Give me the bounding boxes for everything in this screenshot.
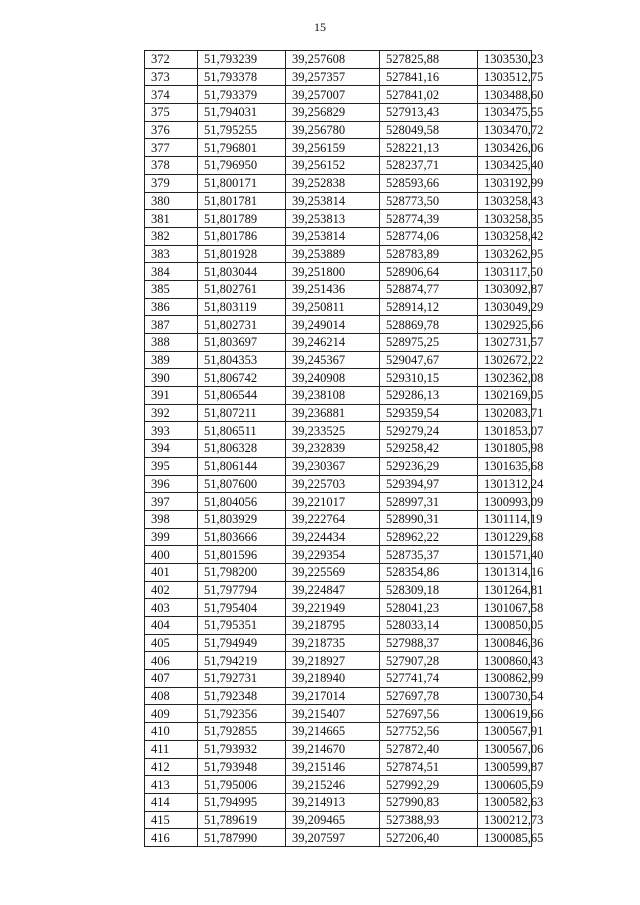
table-row	[145, 705, 532, 723]
y-coordinate-cell: 1300567,91	[478, 723, 532, 741]
longitude-cell: 39,225703	[286, 475, 380, 493]
x-coordinate-cell: 529047,67	[380, 351, 478, 369]
y-coordinate-cell: 1303425,40	[478, 157, 532, 175]
point-number-cell: 388	[145, 334, 198, 352]
table-row	[145, 440, 532, 458]
longitude-cell: 39,215146	[286, 758, 380, 776]
latitude-cell: 51,798200	[198, 563, 286, 581]
y-coordinate-cell: 1300730,54	[478, 687, 532, 705]
longitude-cell: 39,256780	[286, 121, 380, 139]
x-coordinate-cell: 528049,58	[380, 121, 478, 139]
x-coordinate-cell: 528990,31	[380, 510, 478, 528]
point-number-cell: 392	[145, 404, 198, 422]
point-number-cell: 378	[145, 157, 198, 175]
y-coordinate-cell: 1302362,08	[478, 369, 532, 387]
y-coordinate-cell: 1302083,71	[478, 404, 532, 422]
point-number-cell: 379	[145, 174, 198, 192]
longitude-cell: 39,233525	[286, 422, 380, 440]
point-number-cell: 412	[145, 758, 198, 776]
point-number-cell: 416	[145, 829, 198, 847]
longitude-cell: 39,249014	[286, 316, 380, 334]
longitude-cell: 39,209465	[286, 811, 380, 829]
longitude-cell: 39,253814	[286, 192, 380, 210]
y-coordinate-cell: 1303258,35	[478, 210, 532, 228]
longitude-cell: 39,229354	[286, 546, 380, 564]
table-row	[145, 192, 532, 210]
x-coordinate-cell: 528874,77	[380, 280, 478, 298]
longitude-cell: 39,214665	[286, 723, 380, 741]
point-number-cell: 405	[145, 634, 198, 652]
x-coordinate-cell: 527913,43	[380, 104, 478, 122]
y-coordinate-cell: 1302169,05	[478, 387, 532, 405]
latitude-cell: 51,792348	[198, 687, 286, 705]
x-coordinate-cell: 527206,40	[380, 829, 478, 847]
latitude-cell: 51,806742	[198, 369, 286, 387]
longitude-cell: 39,245367	[286, 351, 380, 369]
table-row	[145, 404, 532, 422]
y-coordinate-cell: 1301635,68	[478, 457, 532, 475]
latitude-cell: 51,806544	[198, 387, 286, 405]
latitude-cell: 51,806511	[198, 422, 286, 440]
point-number-cell: 399	[145, 528, 198, 546]
x-coordinate-cell: 528774,06	[380, 227, 478, 245]
latitude-cell: 51,792731	[198, 670, 286, 688]
x-coordinate-cell: 529258,42	[380, 440, 478, 458]
point-number-cell: 396	[145, 475, 198, 493]
y-coordinate-cell: 1302731,57	[478, 334, 532, 352]
x-coordinate-cell: 527907,28	[380, 652, 478, 670]
table-row	[145, 121, 532, 139]
point-number-cell: 389	[145, 351, 198, 369]
table-row	[145, 387, 532, 405]
longitude-cell: 39,218940	[286, 670, 380, 688]
table-row	[145, 68, 532, 86]
y-coordinate-cell: 1303049,29	[478, 298, 532, 316]
longitude-cell: 39,240908	[286, 369, 380, 387]
latitude-cell: 51,807211	[198, 404, 286, 422]
table-row	[145, 334, 532, 352]
x-coordinate-cell: 528997,31	[380, 493, 478, 511]
x-coordinate-cell: 528975,25	[380, 334, 478, 352]
latitude-cell: 51,807600	[198, 475, 286, 493]
y-coordinate-cell: 1302925,66	[478, 316, 532, 334]
latitude-cell: 51,796950	[198, 157, 286, 175]
y-coordinate-cell: 1301067,58	[478, 599, 532, 617]
x-coordinate-cell: 528221,13	[380, 139, 478, 157]
table-row	[145, 528, 532, 546]
longitude-cell: 39,224434	[286, 528, 380, 546]
longitude-cell: 39,225569	[286, 563, 380, 581]
latitude-cell: 51,793239	[198, 51, 286, 69]
point-number-cell: 381	[145, 210, 198, 228]
latitude-cell: 51,804353	[198, 351, 286, 369]
latitude-cell: 51,787990	[198, 829, 286, 847]
latitude-cell: 51,793378	[198, 68, 286, 86]
x-coordinate-cell: 527992,29	[380, 776, 478, 794]
latitude-cell: 51,803119	[198, 298, 286, 316]
longitude-cell: 39,252838	[286, 174, 380, 192]
latitude-cell: 51,800171	[198, 174, 286, 192]
coordinates-table	[144, 50, 544, 847]
latitude-cell: 51,801786	[198, 227, 286, 245]
point-number-cell: 400	[145, 546, 198, 564]
y-coordinate-cell: 1300582,63	[478, 793, 532, 811]
point-number-cell: 406	[145, 652, 198, 670]
longitude-cell: 39,253889	[286, 245, 380, 263]
y-coordinate-cell: 1300862,99	[478, 670, 532, 688]
longitude-cell: 39,207597	[286, 829, 380, 847]
point-number-cell: 386	[145, 298, 198, 316]
latitude-cell: 51,803666	[198, 528, 286, 546]
x-coordinate-cell: 529286,13	[380, 387, 478, 405]
point-number-cell: 372	[145, 51, 198, 69]
latitude-cell: 51,794031	[198, 104, 286, 122]
latitude-cell: 51,794995	[198, 793, 286, 811]
point-number-cell: 391	[145, 387, 198, 405]
x-coordinate-cell: 528906,64	[380, 263, 478, 281]
table-row	[145, 829, 532, 847]
y-coordinate-cell: 1300993,09	[478, 493, 532, 511]
x-coordinate-cell: 527990,83	[380, 793, 478, 811]
latitude-cell: 51,802761	[198, 280, 286, 298]
point-number-cell: 414	[145, 793, 198, 811]
y-coordinate-cell: 1301114,19	[478, 510, 532, 528]
y-coordinate-cell: 1302672,22	[478, 351, 532, 369]
latitude-cell: 51,794949	[198, 634, 286, 652]
x-coordinate-cell: 527874,51	[380, 758, 478, 776]
point-number-cell: 387	[145, 316, 198, 334]
table-row	[145, 670, 532, 688]
y-coordinate-cell: 1300860,43	[478, 652, 532, 670]
x-coordinate-cell: 528962,22	[380, 528, 478, 546]
longitude-cell: 39,246214	[286, 334, 380, 352]
x-coordinate-cell: 527825,88	[380, 51, 478, 69]
longitude-cell: 39,257007	[286, 86, 380, 104]
latitude-cell: 51,793932	[198, 740, 286, 758]
point-number-cell: 403	[145, 599, 198, 617]
x-coordinate-cell: 528354,86	[380, 563, 478, 581]
x-coordinate-cell: 528309,18	[380, 581, 478, 599]
latitude-cell: 51,793948	[198, 758, 286, 776]
y-coordinate-cell: 1303512,75	[478, 68, 532, 86]
y-coordinate-cell: 1303258,43	[478, 192, 532, 210]
longitude-cell: 39,214913	[286, 793, 380, 811]
latitude-cell: 51,793379	[198, 86, 286, 104]
latitude-cell: 51,806144	[198, 457, 286, 475]
longitude-cell: 39,232839	[286, 440, 380, 458]
longitude-cell: 39,222764	[286, 510, 380, 528]
latitude-cell: 51,794219	[198, 652, 286, 670]
table-row	[145, 104, 532, 122]
longitude-cell: 39,221949	[286, 599, 380, 617]
point-number-cell: 407	[145, 670, 198, 688]
y-coordinate-cell: 1300605,59	[478, 776, 532, 794]
y-coordinate-cell: 1300212,73	[478, 811, 532, 829]
table-row	[145, 139, 532, 157]
x-coordinate-cell: 527841,02	[380, 86, 478, 104]
latitude-cell: 51,789619	[198, 811, 286, 829]
point-number-cell: 401	[145, 563, 198, 581]
point-number-cell: 395	[145, 457, 198, 475]
table-row	[145, 157, 532, 175]
latitude-cell: 51,792855	[198, 723, 286, 741]
table-row	[145, 86, 532, 104]
y-coordinate-cell: 1303426,06	[478, 139, 532, 157]
table-row	[145, 493, 532, 511]
point-number-cell: 390	[145, 369, 198, 387]
latitude-cell: 51,804056	[198, 493, 286, 511]
point-number-cell: 380	[145, 192, 198, 210]
latitude-cell: 51,795404	[198, 599, 286, 617]
y-coordinate-cell: 1300850,05	[478, 617, 532, 635]
longitude-cell: 39,256159	[286, 139, 380, 157]
longitude-cell: 39,253814	[286, 227, 380, 245]
longitude-cell: 39,221017	[286, 493, 380, 511]
x-coordinate-cell: 529359,54	[380, 404, 478, 422]
x-coordinate-cell: 528869,78	[380, 316, 478, 334]
longitude-cell: 39,236881	[286, 404, 380, 422]
x-coordinate-cell: 528735,37	[380, 546, 478, 564]
table-row	[145, 546, 532, 564]
point-number-cell: 383	[145, 245, 198, 263]
latitude-cell: 51,795255	[198, 121, 286, 139]
table-row	[145, 740, 532, 758]
y-coordinate-cell: 1301229,68	[478, 528, 532, 546]
table-row	[145, 723, 532, 741]
longitude-cell: 39,218795	[286, 617, 380, 635]
y-coordinate-cell: 1303117,50	[478, 263, 532, 281]
point-number-cell: 413	[145, 776, 198, 794]
y-coordinate-cell: 1300567,06	[478, 740, 532, 758]
page-number: 15	[314, 20, 326, 34]
point-number-cell: 409	[145, 705, 198, 723]
point-number-cell: 410	[145, 723, 198, 741]
y-coordinate-cell: 1303488,60	[478, 86, 532, 104]
latitude-cell: 51,801928	[198, 245, 286, 263]
table-row	[145, 174, 532, 192]
point-number-cell: 402	[145, 581, 198, 599]
x-coordinate-cell: 527697,78	[380, 687, 478, 705]
point-number-cell: 398	[145, 510, 198, 528]
y-coordinate-cell: 1303470,72	[478, 121, 532, 139]
table-row	[145, 210, 532, 228]
y-coordinate-cell: 1303092,87	[478, 280, 532, 298]
table-row	[145, 51, 532, 69]
y-coordinate-cell: 1301853,07	[478, 422, 532, 440]
x-coordinate-cell: 528033,14	[380, 617, 478, 635]
table-row	[145, 634, 532, 652]
longitude-cell: 39,224847	[286, 581, 380, 599]
point-number-cell: 377	[145, 139, 198, 157]
y-coordinate-cell: 1301314,16	[478, 563, 532, 581]
point-number-cell: 373	[145, 68, 198, 86]
x-coordinate-cell: 527872,40	[380, 740, 478, 758]
x-coordinate-cell: 527697,56	[380, 705, 478, 723]
point-number-cell: 374	[145, 86, 198, 104]
table-row	[145, 227, 532, 245]
point-number-cell: 385	[145, 280, 198, 298]
latitude-cell: 51,796801	[198, 139, 286, 157]
x-coordinate-cell: 529236,29	[380, 457, 478, 475]
longitude-cell: 39,214670	[286, 740, 380, 758]
x-coordinate-cell: 529279,24	[380, 422, 478, 440]
longitude-cell: 39,217014	[286, 687, 380, 705]
x-coordinate-cell: 528593,66	[380, 174, 478, 192]
point-number-cell: 415	[145, 811, 198, 829]
latitude-cell: 51,801789	[198, 210, 286, 228]
longitude-cell: 39,257357	[286, 68, 380, 86]
table-row	[145, 687, 532, 705]
latitude-cell: 51,803929	[198, 510, 286, 528]
point-number-cell: 404	[145, 617, 198, 635]
y-coordinate-cell: 1301571,40	[478, 546, 532, 564]
table-row	[145, 563, 532, 581]
longitude-cell: 39,251436	[286, 280, 380, 298]
y-coordinate-cell: 1303262,95	[478, 245, 532, 263]
latitude-cell: 51,795006	[198, 776, 286, 794]
table-row	[145, 811, 532, 829]
x-coordinate-cell: 528237,71	[380, 157, 478, 175]
x-coordinate-cell: 527388,93	[380, 811, 478, 829]
point-number-cell: 411	[145, 740, 198, 758]
table-row	[145, 369, 532, 387]
table-row	[145, 652, 532, 670]
latitude-cell: 51,792356	[198, 705, 286, 723]
point-number-cell: 394	[145, 440, 198, 458]
y-coordinate-cell: 1303530,23	[478, 51, 532, 69]
x-coordinate-cell: 528783,89	[380, 245, 478, 263]
table-row	[145, 776, 532, 794]
table-row	[145, 316, 532, 334]
x-coordinate-cell: 529394,97	[380, 475, 478, 493]
coordinates-table-body	[145, 51, 544, 847]
x-coordinate-cell: 527841,16	[380, 68, 478, 86]
table-row	[145, 510, 532, 528]
longitude-cell: 39,257608	[286, 51, 380, 69]
longitude-cell: 39,215407	[286, 705, 380, 723]
x-coordinate-cell: 527752,56	[380, 723, 478, 741]
table-row	[145, 475, 532, 493]
longitude-cell: 39,251800	[286, 263, 380, 281]
y-coordinate-cell: 1303475,55	[478, 104, 532, 122]
point-number-cell: 375	[145, 104, 198, 122]
point-number-cell: 408	[145, 687, 198, 705]
point-number-cell: 384	[145, 263, 198, 281]
longitude-cell: 39,250811	[286, 298, 380, 316]
x-coordinate-cell: 529310,15	[380, 369, 478, 387]
y-coordinate-cell: 1303258,42	[478, 227, 532, 245]
x-coordinate-cell: 528914,12	[380, 298, 478, 316]
point-number-cell: 382	[145, 227, 198, 245]
point-number-cell: 376	[145, 121, 198, 139]
table-row	[145, 351, 532, 369]
y-coordinate-cell: 1300846,36	[478, 634, 532, 652]
longitude-cell: 39,215246	[286, 776, 380, 794]
table-row	[145, 245, 532, 263]
y-coordinate-cell: 1301805,98	[478, 440, 532, 458]
latitude-cell: 51,795351	[198, 617, 286, 635]
latitude-cell: 51,806328	[198, 440, 286, 458]
longitude-cell: 39,256829	[286, 104, 380, 122]
y-coordinate-cell: 1301312,24	[478, 475, 532, 493]
y-coordinate-cell: 1303192,99	[478, 174, 532, 192]
longitude-cell: 39,218735	[286, 634, 380, 652]
table-row	[145, 263, 532, 281]
latitude-cell: 51,803697	[198, 334, 286, 352]
table-row	[145, 457, 532, 475]
latitude-cell: 51,801596	[198, 546, 286, 564]
latitude-cell: 51,803044	[198, 263, 286, 281]
y-coordinate-cell: 1300599,87	[478, 758, 532, 776]
x-coordinate-cell: 527988,37	[380, 634, 478, 652]
longitude-cell: 39,256152	[286, 157, 380, 175]
x-coordinate-cell: 528774,39	[380, 210, 478, 228]
latitude-cell: 51,797794	[198, 581, 286, 599]
latitude-cell: 51,802731	[198, 316, 286, 334]
point-number-cell: 397	[145, 493, 198, 511]
table-row	[145, 422, 532, 440]
x-coordinate-cell: 528773,50	[380, 192, 478, 210]
table-row	[145, 617, 532, 635]
table-row	[145, 758, 532, 776]
longitude-cell: 39,238108	[286, 387, 380, 405]
table-row	[145, 793, 532, 811]
y-coordinate-cell: 1301264,81	[478, 581, 532, 599]
table-row	[145, 599, 532, 617]
table-row	[145, 581, 532, 599]
table-row	[145, 280, 532, 298]
y-coordinate-cell: 1300619,66	[478, 705, 532, 723]
latitude-cell: 51,801781	[198, 192, 286, 210]
longitude-cell: 39,218927	[286, 652, 380, 670]
point-number-cell: 393	[145, 422, 198, 440]
longitude-cell: 39,230367	[286, 457, 380, 475]
table-row	[145, 298, 532, 316]
x-coordinate-cell: 527741,74	[380, 670, 478, 688]
x-coordinate-cell: 528041,23	[380, 599, 478, 617]
longitude-cell: 39,253813	[286, 210, 380, 228]
y-coordinate-cell: 1300085,65	[478, 829, 532, 847]
